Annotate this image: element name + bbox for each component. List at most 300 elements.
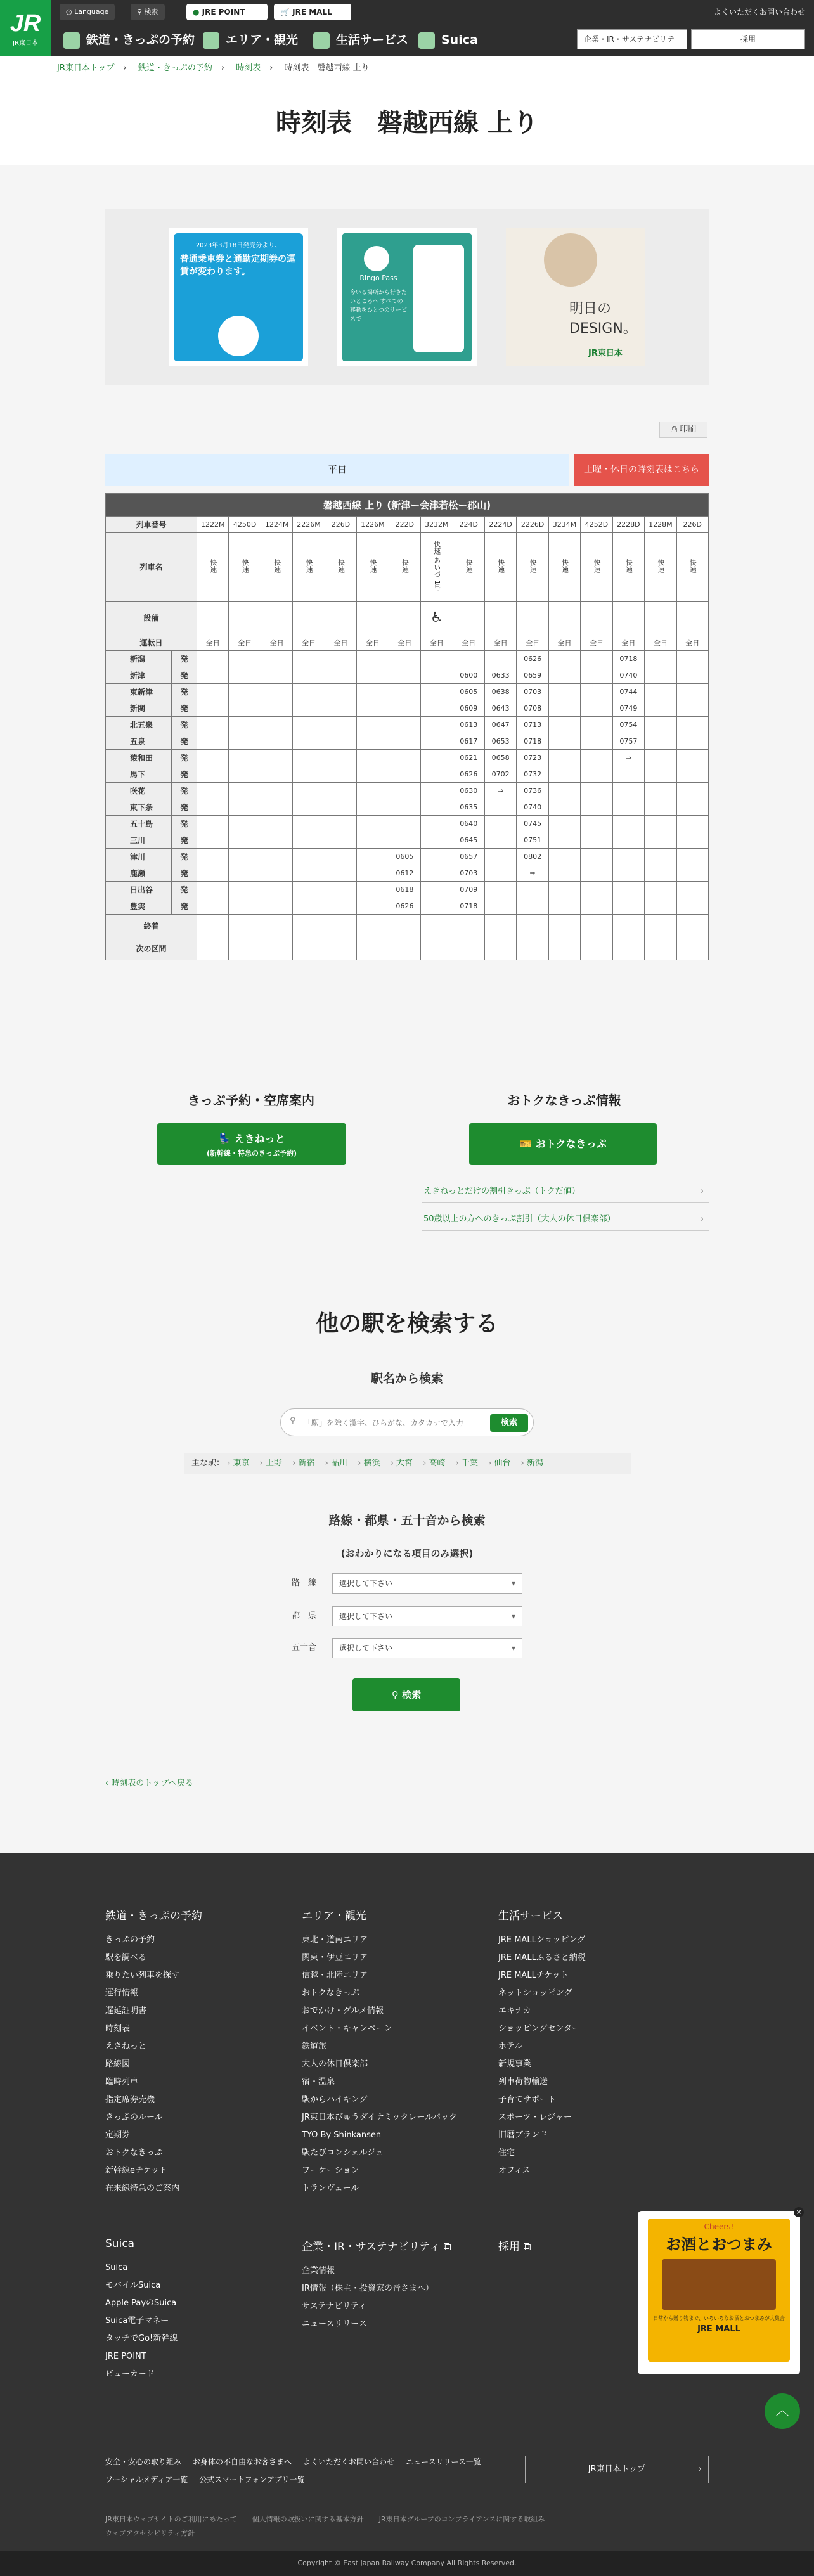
time-cell (357, 667, 389, 684)
time-cell (389, 717, 420, 733)
time-cell (484, 651, 516, 667)
time-cell (548, 733, 580, 750)
footer-col-title[interactable] (498, 2238, 625, 2253)
station-row (106, 766, 709, 783)
deal-link[interactable]: えきねっとだけの割引きっぷ（トクだ値） › (422, 1180, 709, 1203)
train-number[interactable]: 3232M (421, 517, 453, 533)
title-area (0, 81, 814, 165)
footer-link[interactable]: スポーツ・レジャー (498, 2113, 572, 2122)
footer-link[interactable]: 大人の休日倶楽部 (302, 2059, 368, 2069)
external-link-icon: ⧉ (520, 2241, 531, 2253)
time-cell: 0657 (453, 849, 484, 865)
station-name[interactable]: 咲花 (106, 783, 172, 799)
footer-bottom-link[interactable]: ニュースリリース一覧 (406, 2457, 481, 2466)
footer-link[interactable]: モバイルSuica (105, 2281, 161, 2290)
footer-link[interactable]: エキナカ (498, 2006, 531, 2016)
jre-point-label: JRE POINT (202, 8, 245, 16)
station-row (106, 799, 709, 816)
train-number[interactable]: 2226D (517, 517, 548, 533)
footer-link[interactable]: 乗りたい列車を探す (105, 1971, 180, 1980)
time-cell (676, 684, 708, 700)
time-cell (548, 717, 580, 733)
footer-link[interactable]: 宿・温泉 (302, 2077, 335, 2087)
footer-link[interactable]: ネットショッピング (498, 1988, 572, 1998)
footer-link[interactable]: ホテル (498, 2042, 523, 2051)
station-name[interactable]: 五十島 (106, 816, 172, 832)
train-number[interactable]: 224D (453, 517, 484, 533)
footer-col-title[interactable] (302, 2238, 486, 2253)
time-cell (548, 799, 580, 816)
footer-link[interactable]: 子育てサポート (498, 2095, 557, 2104)
time-cell (357, 783, 389, 799)
terminal-cell (484, 915, 516, 937)
footer-link[interactable]: 臨時列車 (105, 2077, 139, 2087)
station-name[interactable]: 五泉 (106, 733, 172, 750)
breadcrumb-current: 時刻表 磐越西線 上り (284, 63, 370, 73)
time-cell: 0613 (453, 717, 484, 733)
timetable (105, 493, 709, 960)
direction-label: 発 (172, 717, 197, 733)
time-cell (645, 667, 676, 684)
time-cell (676, 816, 708, 832)
footer-link[interactable]: JRE POINT (105, 2352, 146, 2361)
footer-bottom-link[interactable]: 安全・安心の取り組み (105, 2457, 182, 2466)
train-name-cell (325, 533, 356, 602)
terminal-cell (197, 915, 229, 937)
logo-text: JR (10, 10, 41, 37)
footer-link[interactable]: えきねっと (105, 2042, 147, 2051)
time-cell (357, 750, 389, 766)
footer-link[interactable]: タッチでGo!新幹線 (105, 2334, 178, 2343)
train-icon (63, 32, 80, 49)
time-cell (325, 799, 356, 816)
footer-link[interactable]: 路線図 (105, 2059, 131, 2069)
footer-link[interactable]: 住宅 (498, 2148, 515, 2158)
search-button[interactable] (131, 4, 165, 20)
time-cell (389, 667, 420, 684)
prefecture-select[interactable]: 選択して下さい ▾ (332, 1606, 522, 1626)
footer-link[interactable]: Suica電子マネー (105, 2316, 169, 2326)
time-cell (612, 865, 644, 882)
footer-link[interactable]: JRE MALLショッピング (498, 1935, 586, 1945)
station-name[interactable]: 津川 (106, 849, 172, 865)
nav-railway[interactable] (63, 29, 195, 51)
station-name[interactable]: 北五泉 (106, 717, 172, 733)
time-cell (357, 766, 389, 783)
footer-link[interactable]: 駅を調べる (105, 1953, 147, 1962)
time-cell (389, 799, 420, 816)
search-label: 検索 (144, 8, 158, 16)
time-cell (676, 882, 708, 898)
breadcrumb-item[interactable]: JR東日本トップ (57, 63, 115, 73)
footer-link[interactable]: IR情報（株主・投資家の皆さまへ） (302, 2284, 434, 2293)
footer-link[interactable]: 運行情報 (105, 1988, 139, 1998)
station-name[interactable]: 豊実 (106, 898, 172, 915)
station-name[interactable]: 東新津 (106, 684, 172, 700)
time-cell: 0626 (389, 898, 420, 915)
time-cell: 0754 (612, 717, 644, 733)
footer-bottom-link[interactable]: ソーシャルメディア一覧 (105, 2475, 188, 2484)
terminal-cell (325, 915, 356, 937)
terminal-cell (548, 915, 580, 937)
train-name-cell (453, 533, 484, 602)
time-cell (517, 882, 548, 898)
train-name: 快速 (273, 559, 281, 573)
time-cell: 0653 (484, 733, 516, 750)
corp-link[interactable]: 企業・IR・サステナビリテ (577, 29, 687, 49)
operation-day: 全日 (229, 634, 261, 651)
language-button[interactable] (60, 4, 115, 20)
footer-link[interactable]: ショッピングセンター (498, 2024, 580, 2033)
time-cell (197, 733, 229, 750)
fare-banner-date: 2023年3月18日発売分より、 (195, 242, 281, 249)
nav-suica[interactable] (418, 29, 478, 51)
chevron-up-icon: ︿ (775, 2403, 789, 2419)
globe-icon: ◎ (66, 8, 75, 16)
footer-link[interactable]: おトクなきっぷ (105, 2148, 163, 2158)
time-cell (645, 865, 676, 882)
nav-area[interactable] (203, 29, 298, 51)
next-section-cell (453, 937, 484, 960)
time-cell (261, 783, 292, 799)
time-cell: 0643 (484, 700, 516, 717)
ad-brand: JRE MALL (697, 2324, 740, 2334)
shop-icon (313, 32, 330, 49)
train-name: 快速 (496, 559, 505, 573)
train-number[interactable]: 4250D (229, 517, 261, 533)
time-cell (229, 766, 261, 783)
footer-bottom-link[interactable]: よくいただくお問い合わせ (303, 2457, 395, 2466)
design-banner[interactable] (506, 228, 645, 366)
train-number[interactable]: 2228D (612, 517, 644, 533)
direction-label: 発 (172, 832, 197, 849)
footer-col-title[interactable]: Suica (105, 2238, 135, 2250)
main-station-link[interactable]: 千葉 (461, 1459, 478, 1468)
operation-day: 全日 (517, 634, 548, 651)
ad-top: Cheers! (704, 2222, 734, 2231)
station-name[interactable]: 馬下 (106, 766, 172, 783)
time-cell (421, 865, 453, 882)
chevron-right-icon: › (387, 1459, 396, 1468)
train-number[interactable]: 1226M (357, 517, 389, 533)
time-cell (676, 849, 708, 865)
time-cell (676, 783, 708, 799)
train-name: 快速 (529, 559, 538, 573)
terminal-cell (612, 915, 644, 937)
direction-label: 発 (172, 882, 197, 898)
time-cell: 0659 (517, 667, 548, 684)
footer-link[interactable]: 関東・伊豆エリア (302, 1953, 368, 1962)
station-name[interactable]: 鹿瀬 (106, 865, 172, 882)
facility-cell (293, 602, 325, 634)
search-icon: ⚲ (391, 1689, 403, 1701)
main-station-link[interactable]: 横浜 (363, 1459, 380, 1468)
footer-link[interactable]: ニュースリリース (302, 2319, 367, 2329)
footer-link[interactable]: 旧暦ブランド (498, 2130, 548, 2140)
main-station-link[interactable]: 高崎 (429, 1459, 446, 1468)
station-name[interactable]: 新津 (106, 667, 172, 684)
main-station-link[interactable]: 新潟 (526, 1459, 543, 1468)
banner-area (105, 209, 709, 385)
time-cell (389, 783, 420, 799)
footer-link[interactable]: きっぷの予約 (105, 1935, 155, 1945)
station-name[interactable]: 日出谷 (106, 882, 172, 898)
main-station-link[interactable]: 仙台 (494, 1459, 511, 1468)
time-cell (293, 865, 325, 882)
footer-link[interactable]: 駅たびコンシェルジュ (302, 2148, 384, 2158)
design-text: 明日のDESIGN。 (569, 301, 637, 337)
direction-label: 発 (172, 733, 197, 750)
time-cell (612, 849, 644, 865)
time-cell: 0703 (517, 684, 548, 700)
station-name[interactable]: 新関 (106, 700, 172, 717)
route-note: (おわかりになる項目のみ選択) (340, 1548, 474, 1559)
train-name-cell (261, 533, 292, 602)
jr-logo[interactable] (0, 0, 51, 56)
timetable-row (106, 634, 709, 651)
footer-link[interactable]: JR東日本びゅうダイナミックレールパック (302, 2113, 458, 2122)
back-link[interactable] (105, 1776, 193, 1788)
route-select[interactable]: 選択して下さい ▾ (332, 1573, 522, 1594)
language-label: Language (74, 8, 109, 16)
operation-day: 全日 (293, 634, 325, 651)
footer-link[interactable]: 企業情報 (302, 2266, 335, 2276)
jre-mall-button[interactable] (274, 4, 351, 20)
main-station-link[interactable]: 上野 (265, 1459, 282, 1468)
help-link[interactable]: よくいただくお問い合わせ (713, 8, 805, 16)
time-cell (548, 651, 580, 667)
time-cell (645, 750, 676, 766)
time-cell (229, 799, 261, 816)
train-number[interactable]: 2226M (293, 517, 325, 533)
footer-link[interactable]: JRE MALLふるさと納税 (498, 1953, 586, 1962)
station-row (106, 684, 709, 700)
time-cell (645, 733, 676, 750)
footer-link[interactable]: 新幹線eチケット (105, 2166, 167, 2175)
time-cell: 0633 (484, 667, 516, 684)
terminal-cell (453, 915, 484, 937)
time-cell (325, 667, 356, 684)
deal-link[interactable]: 50歳以上の方へのきっぷ割引（大人の休日倶楽部） › (422, 1208, 709, 1231)
legal-link[interactable]: 個人情報の取扱いに関する基本方針 (252, 2515, 364, 2523)
operation-day: 全日 (548, 634, 580, 651)
train-name: 快速 (592, 559, 601, 573)
time-cell (197, 865, 229, 882)
footer-link[interactable]: トランヴェール (302, 2184, 359, 2193)
time-cell (676, 733, 708, 750)
station-name[interactable]: 三川 (106, 832, 172, 849)
time-cell: 0713 (517, 717, 548, 733)
footer-link[interactable]: 鉄道旅 (302, 2042, 327, 2051)
legal-link[interactable]: JR東日本ウェブサイトのご利用にあたって (105, 2515, 237, 2523)
footer-link[interactable]: 列車荷物輸送 (498, 2077, 548, 2087)
facility-cell (645, 602, 676, 634)
main-station-link[interactable]: 品川 (330, 1459, 347, 1468)
footer-link[interactable]: きっぷのルール (105, 2113, 163, 2122)
footer-link[interactable]: おトクなきっぷ (302, 1988, 359, 1998)
footer-link[interactable]: 在来線特急のご案内 (105, 2184, 180, 2193)
operation-day: 全日 (676, 634, 708, 651)
time-cell (484, 849, 516, 865)
tab-holiday[interactable]: 土曜・休日の時刻表はこちら (574, 454, 709, 486)
time-cell (261, 816, 292, 832)
time-cell (612, 816, 644, 832)
timetable-row (106, 533, 709, 602)
legal-link[interactable]: ウェブアクセシビリティ方針 (105, 2529, 195, 2537)
fare-banner[interactable] (169, 228, 308, 366)
kana-select[interactable]: 選択して下さい ▾ (332, 1638, 522, 1658)
facility-cell (261, 602, 292, 634)
facility-cell (421, 602, 453, 634)
time-cell (229, 651, 261, 667)
next-section-cell (261, 937, 292, 960)
time-cell (421, 717, 453, 733)
operation-day: 全日 (357, 634, 389, 651)
footer-link[interactable]: 駅からハイキング (302, 2095, 368, 2104)
nav-life[interactable] (313, 29, 408, 51)
station-name[interactable]: 新潟 (106, 651, 172, 667)
time-cell (197, 832, 229, 849)
footer-col-title[interactable]: エリア・観光 (302, 1910, 366, 1922)
time-cell: 0605 (389, 849, 420, 865)
time-cell (676, 898, 708, 915)
breadcrumb-item[interactable]: 鉄道・きっぷの予約 (138, 63, 212, 73)
train-number[interactable]: 1222M (197, 517, 229, 533)
footer-link[interactable]: イベント・キャンペーン (302, 2024, 392, 2033)
time-cell: 0626 (517, 651, 548, 667)
time-cell (229, 882, 261, 898)
time-cell (293, 783, 325, 799)
time-cell (197, 700, 229, 717)
station-search-input[interactable] (304, 1414, 494, 1432)
train-number[interactable]: 4252D (581, 517, 612, 533)
station-row (106, 667, 709, 684)
footer-link[interactable]: 指定席券売機 (105, 2095, 155, 2104)
time-cell: 0736 (517, 783, 548, 799)
footer-link[interactable]: オフィス (498, 2166, 531, 2175)
footer-link[interactable]: Apple PayのSuica (105, 2298, 177, 2308)
time-cell: 0708 (517, 700, 548, 717)
footer-link[interactable]: Suica (105, 2263, 128, 2272)
ekinet-button[interactable] (157, 1123, 346, 1165)
footer-link[interactable]: 東北・道南エリア (302, 1935, 368, 1945)
station-name[interactable]: 猿和田 (106, 750, 172, 766)
footer-link[interactable]: サステナビリティ (302, 2302, 366, 2311)
by-name-title: 駅名から検索 (370, 1372, 443, 1386)
time-cell (612, 799, 644, 816)
close-icon[interactable]: × (794, 2207, 804, 2217)
train-name-cell (389, 533, 420, 602)
time-cell: 0635 (453, 799, 484, 816)
legal-link[interactable]: JR東日本グループのコンプライアンスに関する取組み (378, 2515, 545, 2523)
footer-link[interactable]: TYO By Shinkansen (302, 2130, 382, 2140)
next-section-cell (548, 937, 580, 960)
time-cell (645, 882, 676, 898)
footer-link[interactable]: 信越・北陸エリア (302, 1971, 368, 1980)
main-station-link[interactable]: 東京 (233, 1459, 250, 1468)
time-cell (581, 733, 612, 750)
time-cell (293, 750, 325, 766)
time-cell (421, 898, 453, 915)
ad-popup[interactable] (638, 2208, 802, 2374)
time-cell (325, 750, 356, 766)
scroll-top-button[interactable] (765, 2393, 800, 2429)
time-cell: 0647 (484, 717, 516, 733)
jr-top-button[interactable] (525, 2456, 709, 2483)
route-label: 路 線 (292, 1578, 317, 1588)
next-section-cell (517, 937, 548, 960)
train-number[interactable]: 1228M (645, 517, 676, 533)
footer-bottom-link[interactable]: 公式スマートフォンアプリ一覧 (199, 2475, 305, 2484)
next-section-cell (484, 937, 516, 960)
print-button[interactable] (659, 422, 707, 438)
footer-link[interactable]: 遅延証明書 (105, 2006, 147, 2016)
time-cell: 0630 (453, 783, 484, 799)
footer-link[interactable]: ワーケーション (302, 2166, 359, 2175)
train-number[interactable]: 226D (676, 517, 708, 533)
time-cell: ⇒ (484, 783, 516, 799)
time-cell (548, 783, 580, 799)
time-cell (325, 651, 356, 667)
footer-col-title[interactable]: 生活サービス (498, 1910, 563, 1922)
breadcrumb-item[interactable]: 時刻表 (236, 63, 261, 73)
train-number[interactable]: 1224M (261, 517, 292, 533)
footer-link[interactable]: 新規事業 (498, 2059, 532, 2069)
time-cell (229, 717, 261, 733)
ringo-pass-banner[interactable] (337, 228, 477, 366)
footer-link[interactable]: 定期券 (105, 2130, 131, 2140)
train-number[interactable]: 222D (389, 517, 420, 533)
jre-point-button[interactable] (186, 4, 268, 20)
footer-link[interactable]: JRE MALLチケット (498, 1971, 569, 1980)
row-label: 次の区間 (106, 937, 197, 960)
time-cell (197, 783, 229, 799)
footer-bottom-link[interactable]: お身体の不自由なお客さまへ (193, 2457, 292, 2466)
footer-col-title-text: 企業・IR・サステナビリティ (302, 2241, 441, 2253)
time-cell (229, 667, 261, 684)
time-cell (293, 651, 325, 667)
time-cell (197, 766, 229, 783)
footer-link[interactable]: 時刻表 (105, 2024, 131, 2033)
station-name[interactable]: 東下条 (106, 799, 172, 816)
footer-link[interactable]: おでかけ・グルメ情報 (302, 2006, 384, 2016)
train-name-cell (548, 533, 580, 602)
train-number[interactable]: 3234M (548, 517, 580, 533)
time-cell: 0709 (453, 882, 484, 898)
route-search-button[interactable] (352, 1678, 460, 1711)
time-cell (293, 832, 325, 849)
deals-button[interactable] (469, 1123, 657, 1165)
jre-point-icon: ● (193, 8, 202, 16)
train-name-cell (229, 533, 261, 602)
main-station-link[interactable]: 新宿 (298, 1459, 315, 1468)
footer-col-title[interactable]: 鉄道・きっぷの予約 (105, 1910, 202, 1922)
train-number[interactable]: 226D (325, 517, 356, 533)
station-row (106, 882, 709, 898)
terminal-cell (357, 915, 389, 937)
time-cell (229, 733, 261, 750)
legal-links (105, 2513, 612, 2541)
train-number[interactable]: 2224D (484, 517, 516, 533)
main-station-link[interactable]: 大宮 (396, 1459, 413, 1468)
chevron-right-icon: › (221, 63, 225, 73)
tab-weekday[interactable]: 平日 (105, 454, 569, 486)
footer-link[interactable]: ビューカード (105, 2369, 155, 2379)
recruit-link[interactable]: 採用 (691, 29, 805, 49)
chevron-right-icon: › (123, 63, 127, 73)
station-search-button[interactable]: 検索 (490, 1414, 528, 1432)
time-cell: 0626 (453, 766, 484, 783)
